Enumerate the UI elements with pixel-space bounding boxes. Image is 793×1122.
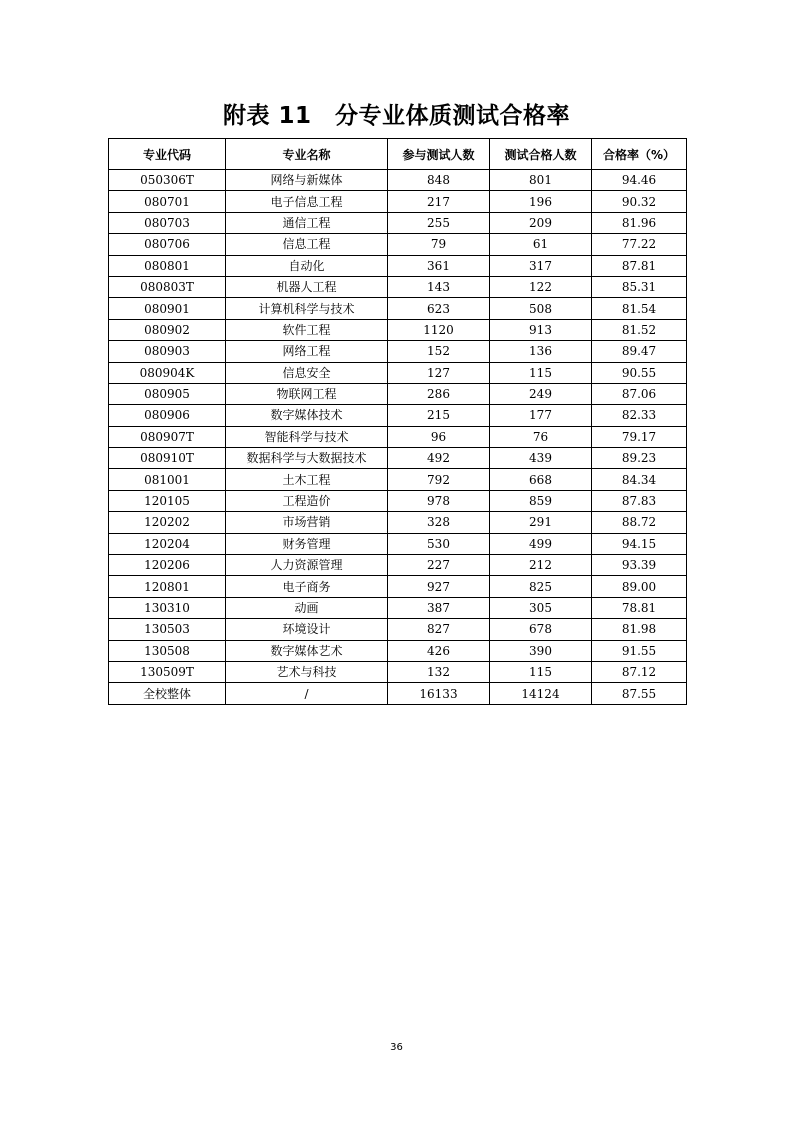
major-name-cell: / (226, 683, 388, 704)
passed-count-cell: 668 (490, 469, 592, 490)
table-row (109, 597, 687, 618)
pass-rate-cell: 87.06 (592, 383, 687, 404)
pass-rate-cell: 90.55 (592, 362, 687, 383)
tested-count-cell: 286 (388, 383, 490, 404)
column-header-pass-rate: 合格率（%） (592, 139, 687, 170)
major-code-cell: 080706 (109, 234, 226, 255)
pass-rate-cell: 94.46 (592, 170, 687, 191)
passed-count-cell: 76 (490, 426, 592, 447)
passed-count-cell: 859 (490, 490, 592, 511)
major-name-cell: 动画 (226, 597, 388, 618)
passed-count-cell: 291 (490, 512, 592, 533)
passed-count-cell: 678 (490, 619, 592, 640)
table-row (109, 191, 687, 212)
pass-rate-cell: 77.22 (592, 234, 687, 255)
major-code-cell: 120206 (109, 555, 226, 576)
passed-count-cell: 439 (490, 448, 592, 469)
table-row (109, 490, 687, 511)
passed-count-cell: 115 (490, 362, 592, 383)
pass-rate-cell: 91.55 (592, 640, 687, 661)
major-name-cell: 电子信息工程 (226, 191, 388, 212)
pass-rate-cell: 89.00 (592, 576, 687, 597)
tested-count-cell: 79 (388, 234, 490, 255)
major-code-cell: 050306T (109, 170, 226, 191)
table-row (109, 234, 687, 255)
major-name-cell: 机器人工程 (226, 276, 388, 297)
passed-count-cell: 913 (490, 319, 592, 340)
table-row (109, 661, 687, 682)
table-row (109, 555, 687, 576)
table-row (109, 298, 687, 319)
passed-count-cell: 122 (490, 276, 592, 297)
table-row (109, 619, 687, 640)
pass-rate-cell: 79.17 (592, 426, 687, 447)
passed-count-cell: 825 (490, 576, 592, 597)
tested-count-cell: 328 (388, 512, 490, 533)
major-name-cell: 智能科学与技术 (226, 426, 388, 447)
passed-count-cell: 801 (490, 170, 592, 191)
major-name-cell: 通信工程 (226, 212, 388, 233)
major-name-cell: 财务管理 (226, 533, 388, 554)
passed-count-cell: 136 (490, 341, 592, 362)
pass-rate-cell: 87.12 (592, 661, 687, 682)
major-code-cell: 081001 (109, 469, 226, 490)
table-row (109, 276, 687, 297)
major-name-cell: 信息安全 (226, 362, 388, 383)
passed-count-cell: 115 (490, 661, 592, 682)
tested-count-cell: 978 (388, 490, 490, 511)
major-name-cell: 工程造价 (226, 490, 388, 511)
major-name-cell: 数字媒体技术 (226, 405, 388, 426)
major-code-cell: 120202 (109, 512, 226, 533)
major-name-cell: 艺术与科技 (226, 661, 388, 682)
column-header-tested-count: 参与测试人数 (388, 139, 490, 170)
pass-rate-cell: 90.32 (592, 191, 687, 212)
tested-count-cell: 848 (388, 170, 490, 191)
major-code-cell: 080901 (109, 298, 226, 319)
major-name-cell: 信息工程 (226, 234, 388, 255)
major-name-cell: 网络与新媒体 (226, 170, 388, 191)
tested-count-cell: 152 (388, 341, 490, 362)
major-code-cell: 120801 (109, 576, 226, 597)
tested-count-cell: 623 (388, 298, 490, 319)
major-code-cell: 080803T (109, 276, 226, 297)
pass-rate-cell: 89.23 (592, 448, 687, 469)
major-code-cell: 080907T (109, 426, 226, 447)
table-row (109, 683, 687, 704)
table-row (109, 319, 687, 340)
pass-rate-cell: 85.31 (592, 276, 687, 297)
tested-count-cell: 227 (388, 555, 490, 576)
major-code-cell: 全校整体 (109, 683, 226, 704)
pass-rate-cell: 88.72 (592, 512, 687, 533)
passed-count-cell: 212 (490, 555, 592, 576)
major-code-cell: 080902 (109, 319, 226, 340)
table-row (109, 469, 687, 490)
tested-count-cell: 927 (388, 576, 490, 597)
table-row (109, 576, 687, 597)
table-row (109, 212, 687, 233)
passed-count-cell: 61 (490, 234, 592, 255)
table-row (109, 426, 687, 447)
tested-count-cell: 127 (388, 362, 490, 383)
column-header-major-name: 专业名称 (226, 139, 388, 170)
pass-rate-cell: 87.55 (592, 683, 687, 704)
tested-count-cell: 361 (388, 255, 490, 276)
page-number: 36 (390, 1042, 403, 1053)
pass-rate-cell: 81.96 (592, 212, 687, 233)
major-name-cell: 数据科学与大数据技术 (226, 448, 388, 469)
passed-count-cell: 305 (490, 597, 592, 618)
tested-count-cell: 215 (388, 405, 490, 426)
tested-count-cell: 217 (388, 191, 490, 212)
pass-rate-cell: 89.47 (592, 341, 687, 362)
pass-rate-cell: 78.81 (592, 597, 687, 618)
major-name-cell: 电子商务 (226, 576, 388, 597)
major-name-cell: 网络工程 (226, 341, 388, 362)
table-row (109, 448, 687, 469)
major-name-cell: 人力资源管理 (226, 555, 388, 576)
table-row (109, 512, 687, 533)
major-name-cell: 计算机科学与技术 (226, 298, 388, 319)
table-row (109, 405, 687, 426)
passed-count-cell: 177 (490, 405, 592, 426)
passed-count-cell: 209 (490, 212, 592, 233)
column-header-major-code: 专业代码 (109, 139, 226, 170)
major-code-cell: 080703 (109, 212, 226, 233)
table-row (109, 640, 687, 661)
pass-rate-cell: 81.52 (592, 319, 687, 340)
major-name-cell: 数字媒体艺术 (226, 640, 388, 661)
pass-rate-cell: 81.54 (592, 298, 687, 319)
tested-count-cell: 827 (388, 619, 490, 640)
pass-rate-cell: 94.15 (592, 533, 687, 554)
tested-count-cell: 96 (388, 426, 490, 447)
major-code-cell: 080801 (109, 255, 226, 276)
pass-rate-table (108, 138, 687, 705)
major-code-cell: 080910T (109, 448, 226, 469)
major-code-cell: 120204 (109, 533, 226, 554)
table-row (109, 341, 687, 362)
passed-count-cell: 508 (490, 298, 592, 319)
major-code-cell: 130310 (109, 597, 226, 618)
tested-count-cell: 255 (388, 212, 490, 233)
table-row (109, 383, 687, 404)
table-row (109, 255, 687, 276)
major-code-cell: 130503 (109, 619, 226, 640)
passed-count-cell: 390 (490, 640, 592, 661)
passed-count-cell: 14124 (490, 683, 592, 704)
tested-count-cell: 387 (388, 597, 490, 618)
passed-count-cell: 196 (490, 191, 592, 212)
tested-count-cell: 792 (388, 469, 490, 490)
major-code-cell: 080906 (109, 405, 226, 426)
pass-rate-cell: 82.33 (592, 405, 687, 426)
tested-count-cell: 16133 (388, 683, 490, 704)
passed-count-cell: 317 (490, 255, 592, 276)
tested-count-cell: 143 (388, 276, 490, 297)
major-name-cell: 软件工程 (226, 319, 388, 340)
pass-rate-cell: 87.83 (592, 490, 687, 511)
major-name-cell: 市场营销 (226, 512, 388, 533)
table-row (109, 362, 687, 383)
major-code-cell: 080904K (109, 362, 226, 383)
pass-rate-cell: 93.39 (592, 555, 687, 576)
tested-count-cell: 530 (388, 533, 490, 554)
tested-count-cell: 1120 (388, 319, 490, 340)
major-code-cell: 080701 (109, 191, 226, 212)
pass-rate-cell: 81.98 (592, 619, 687, 640)
table-row (109, 533, 687, 554)
column-header-passed-count: 测试合格人数 (490, 139, 592, 170)
pass-rate-cell: 84.34 (592, 469, 687, 490)
major-code-cell: 120105 (109, 490, 226, 511)
tested-count-cell: 492 (388, 448, 490, 469)
major-code-cell: 130508 (109, 640, 226, 661)
page-title: 附表 11 分专业体质测试合格率 (222, 103, 570, 129)
major-name-cell: 土木工程 (226, 469, 388, 490)
tested-count-cell: 132 (388, 661, 490, 682)
major-code-cell: 130509T (109, 661, 226, 682)
major-code-cell: 080905 (109, 383, 226, 404)
major-name-cell: 自动化 (226, 255, 388, 276)
major-name-cell: 物联网工程 (226, 383, 388, 404)
passed-count-cell: 249 (490, 383, 592, 404)
table-row (109, 170, 687, 191)
major-name-cell: 环境设计 (226, 619, 388, 640)
pass-rate-cell: 87.81 (592, 255, 687, 276)
passed-count-cell: 499 (490, 533, 592, 554)
table-header-row (109, 139, 687, 170)
major-code-cell: 080903 (109, 341, 226, 362)
tested-count-cell: 426 (388, 640, 490, 661)
